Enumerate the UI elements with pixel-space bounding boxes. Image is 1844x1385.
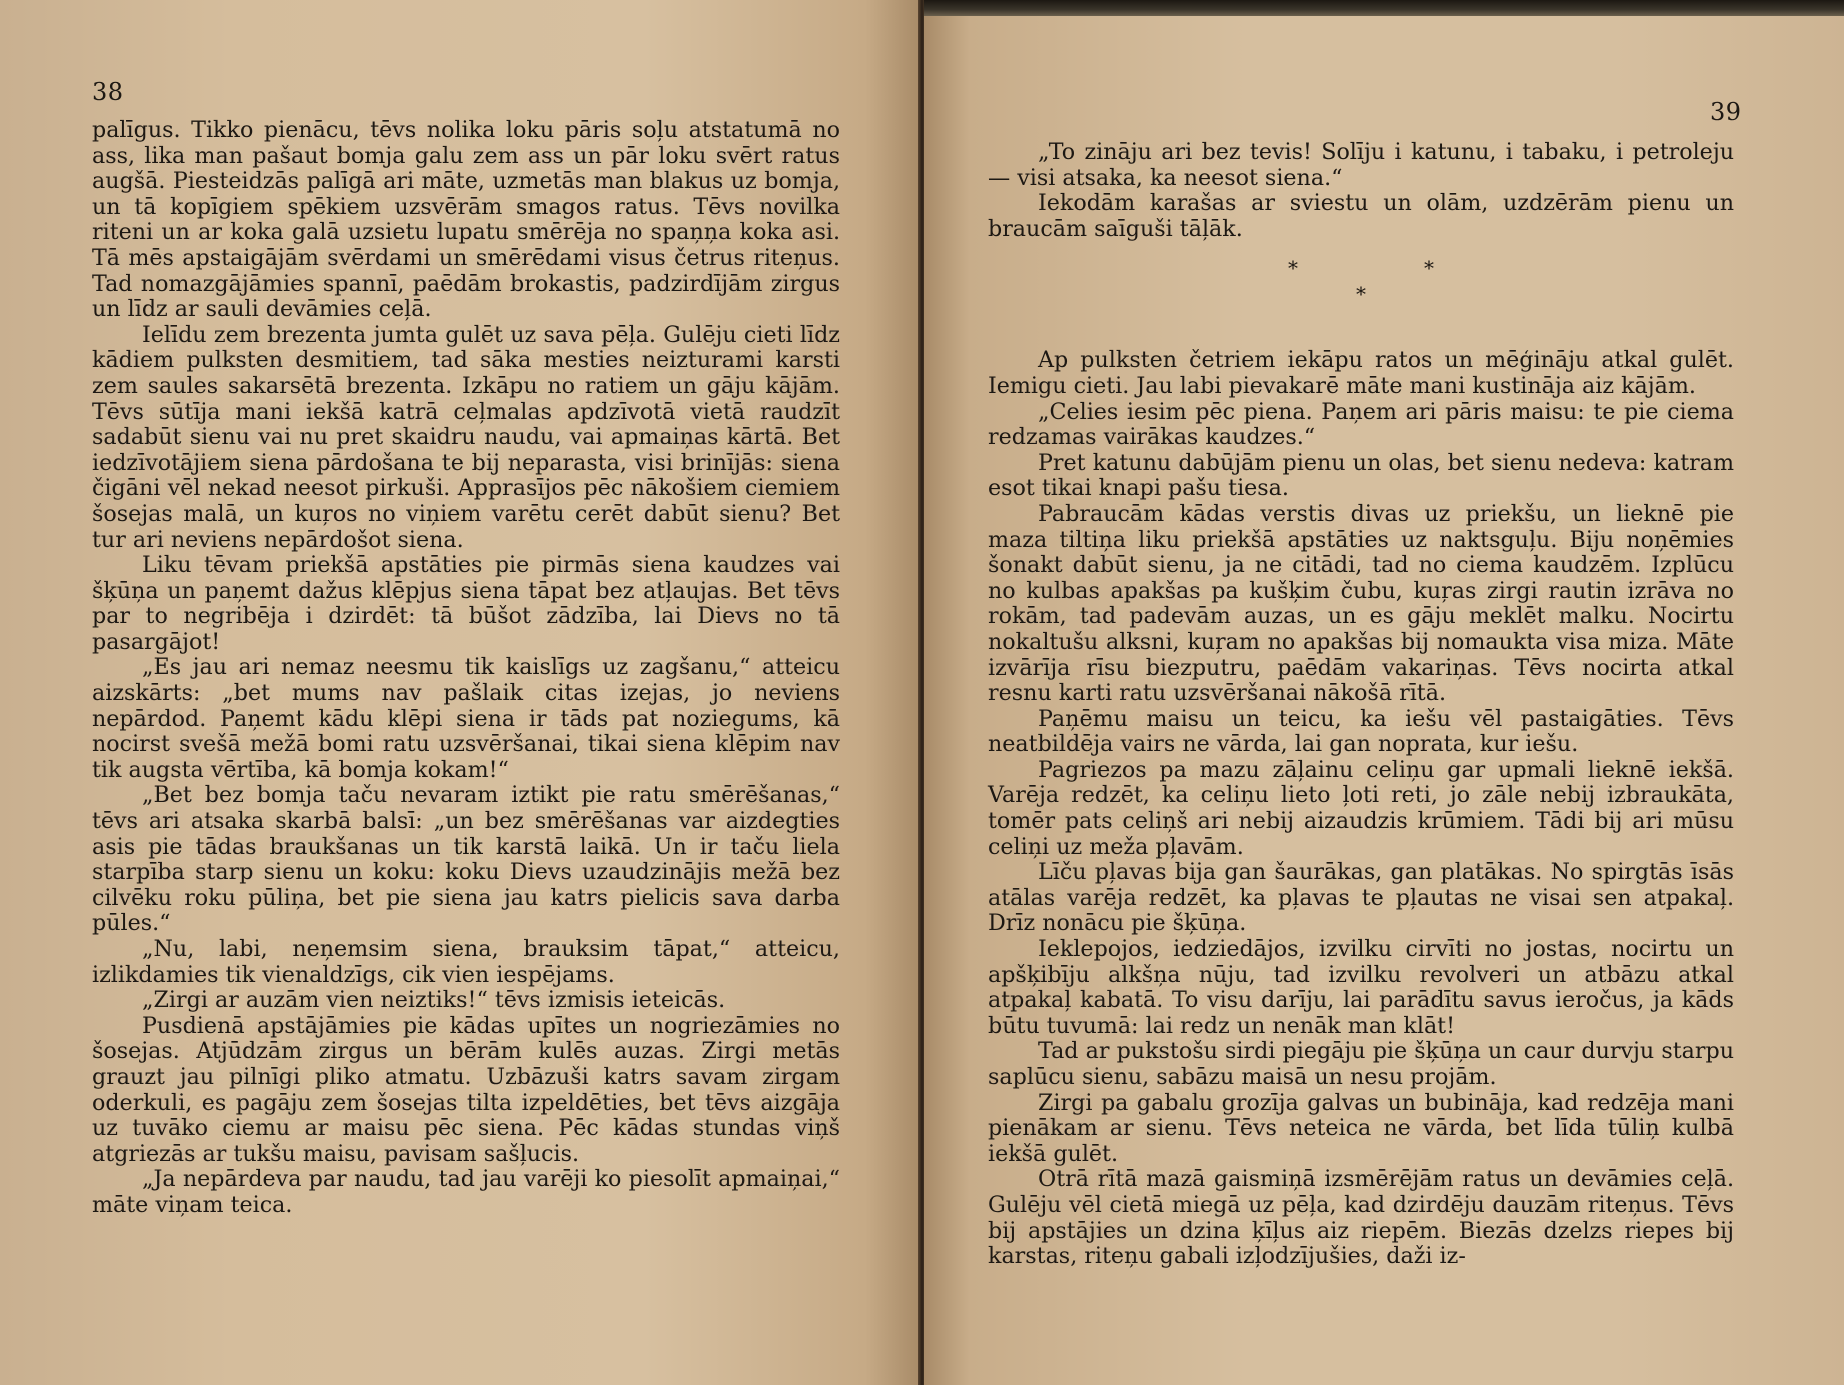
paragraph: Pret katunu dabūjām pienu un olas, bet sienu nedeva: katram esot tikai knapi pašu tiesa.: [988, 449, 1734, 502]
paragraph: „Es jau ari nemaz neesmu tik kaislīgs uz zagšanu,“ atteicu aizskārts: „bet mums nav pašlaik citas izejas, jo neviens nepārdod. Paņemt kādu klēpi siena ir tāds pat noziegums, kā nocirst svešā mežā bomi ratu uzsvēršanai, tikai siena klēpim nav tik augsta vērtība, kā bomja kokam!“: [92, 654, 840, 783]
paragraph: „Ja nepārdeva par naudu, tad jau varēji ko piesolīt apmaiņai,“ māte viņam teica.: [92, 1166, 840, 1218]
paragraph: Otrā rītā mazā gaismiņā izsmērējām ratus un devāmies ceļā. Gulēju vēl cietā miegā uz pēļa, kad dzirdēju dauzām riteņus. Tēvs bij apstājies un dzina ķīļus aiz riepēm. Biezās dzelzs riepes bij karstas, riteņu gabali izļodzījušies, daži iz-: [988, 1166, 1734, 1270]
paragraph: Ielīdu zem brezenta jumta gulēt uz sava pēļa. Gulēju cieti līdz kādiem pulksten desmitiem, tad sāka mesties neizturami karsti zem saules sakarsētā brezenta. Izkāpu no ratiem un gāju kājām. Tēvs sūtīja mani iekšā katrā ceļmalas apdzīvotā vietā raudzīt sadabūt sienu vai nu pret skaidru naudu, vai apmaiņas kārtā. Bet iedzīvotājiem siena pārdošana te bij neparasta, visi brinījās: siena čigāni vēl nekad neesot pirkuši. Apprasījos pēc nākošiem ciemiem šosejas malā, un kuŗos no viņiem varētu cerēt dabūt sienu? Bet tur ari neviens nepārdošot siena.: [92, 321, 840, 553]
scan-edge-shadow: [924, 0, 1844, 16]
left-page: [0, 0, 920, 1385]
paragraph: „Celies iesim pēc piena. Paņem ari pāris maisu: te pie ciema redzamas vairākas kaudzes.“: [988, 398, 1734, 451]
page-number: 38: [92, 78, 124, 106]
paragraph: palīgus. Tikko pienācu, tēvs nolika loku pāris soļu atstatumā no ass, lika man pašaut bomja galu zem ass un pār loku svērt ratus augšā. Piesteidzās palīgā ari māte, uzmetās man blakus uz bomja, un tā kopīgiem spēkiem uzsvērām smagos ratus. Tēvs novilka riteni un ar koka galā uzsietu lupatu smērēja no spaņņa koka asi. Tā mēs apstaigājām svērdami un smērēdami visus četrus riteņus. Tad nomazgājāmies spannī, paēdām brokastis, padzirdījām zirgus un līdz ar sauli devāmies ceļā.: [92, 117, 840, 323]
paragraph: „To zināju ari bez tevis! Solīju i katunu, i tabaku, i petroleju — visi atsaka, ka neesot siena.“: [988, 139, 1734, 191]
paragraph: Pagriezos pa mazu zāļainu celiņu gar upmali lieknē iekšā. Varēja redzēt, ka celiņu lieto ļoti reti, jo zāle nebij izbraukāta, tomēr pats celiņš ari nebij aizaudzis krūmiem. Tādi bij ari mūsu celiņi uz meža pļavām.: [988, 756, 1734, 860]
asterisk: *: [1424, 256, 1434, 281]
paragraph: „Zirgi ar auzām vien neiztiks!“ tēvs izmisis ieteicās.: [142, 987, 726, 1014]
right-page: [924, 0, 1844, 1385]
paragraph: „Bet bez bomja taču nevaram iztikt pie ratu smērēšanas,“ tēvs ari atsaka skarbā balsī: „un bez smērēšanas var aizdegties asis pie tādas braukšanas un tik karstā laikā. Un ir taču liela starpība starp sienu un koku: koku Dievs uzaudzinājis mežā bez cilvēku roku pūliņa, bet pie siena jau katrs pielicis sava darba pūles.“: [92, 782, 840, 937]
paragraph: „Nu, labi, neņemsim siena, brauksim tāpat,“ atteicu, izlikdamies tik vienaldzīgs, cik vien iespējams.: [92, 936, 840, 988]
paragraph: Paņēmu maisu un teicu, ka iešu vēl pastaigāties. Tēvs neatbildēja vairs ne vārda, lai gan noprata, kur iešu.: [988, 705, 1734, 758]
asterisk: *: [1356, 282, 1366, 307]
paragraph: Līču pļavas bija gan šaurākas, gan platākas. No spirgtās īsās atālas varēja redzēt, ka pļavas te pļautas ne visai sen atpakaļ. Drīz nonācu pie šķūņa.: [988, 859, 1734, 937]
section-break: [988, 256, 1734, 318]
paragraph: Iekodām karašas ar sviestu un olām, uzdzērām pienu un braucām saīguši tāļāk.: [988, 190, 1734, 242]
paragraph: Ap pulksten četriem iekāpu ratos un mēģināju atkal gulēt. Iemigu cieti. Jau labi pievakarē māte mani kustināja aiz kājām.: [988, 347, 1734, 399]
paragraph: Tad ar pukstošu sirdi piegāju pie šķūņa un caur durvju starpu saplūcu sienu, sabāzu maisā un nesu projām.: [988, 1038, 1734, 1090]
page-number: 39: [1710, 98, 1742, 126]
paragraph: Liku tēvam priekšā apstāties pie pirmās siena kaudzes vai šķūņa un paņemt dažus klēpjus siena tāpat bez atļaujas. Bet tēvs par to negribēja i dzirdēt: tā būšot zādzība, lai Dievs no tā pasargājot!: [92, 552, 840, 655]
paragraph: Pusdienā apstājāmies pie kādas upītes un nogriezāmies no šosejas. Atjūdzām zirgus un bērām kulēs auzas. Zirgi metās grauzt jau pilnīgi pliko atmatu. Uzbāzuši katrs savam zirgam oderkuli, es pagāju zem šosejas tilta izpeldēties, bet tēvs aizgāja uz tuvāko ciemu ar maisu pēc siena. Pēc kādas stundas viņš atgriezās ar tukšu maisu, pavisam sašļucis.: [92, 1012, 840, 1167]
paragraph: Ieklepojos, iedziedājos, izvilku cirvīti no jostas, nocirtu un apšķibīju alkšņa nūju, tad izvilku revolveri un atbāzu atkal atpakaļ kabatā. To visu darīju, lai parādītu savus ieročus, ja kāds būtu tuvumā: lai redz un nenāk man klāt!: [988, 936, 1734, 1039]
right-page-text: [988, 140, 1734, 1270]
paragraph: Zirgi pa gabalu grozīja galvas un bubināja, kad redzēja mani pienākam ar sienu. Tēvs neteica ne vārda, bet līda tūliņ kulbā iekšā gulēt.: [988, 1089, 1734, 1167]
asterisk: *: [1288, 256, 1298, 281]
paragraph: Pabraucām kādas verstis divas uz priekšu, un lieknē pie maza tiltiņa liku priekšā apstāties uz naktsguļu. Biju noņēmies šonakt dabūt sienu, ja ne citādi, tad no ciema kaudzēm. Izplūcu no kulbas apakšas pa kušķim čubu, kuŗas zirgi rautin izrāva no rokām, tad padevām auzas, un es gāju meklēt malku. Nocirtu nokaltušu alksni, kuŗam no apakšas bij nomaukta visa miza. Māte izvārīja rīsu biezputru, paēdām vakariņas. Tēvs nocirta atkal resnu karti ratu uzsvēršanai nākošā rītā.: [988, 500, 1734, 707]
left-page-text: [92, 118, 840, 1219]
